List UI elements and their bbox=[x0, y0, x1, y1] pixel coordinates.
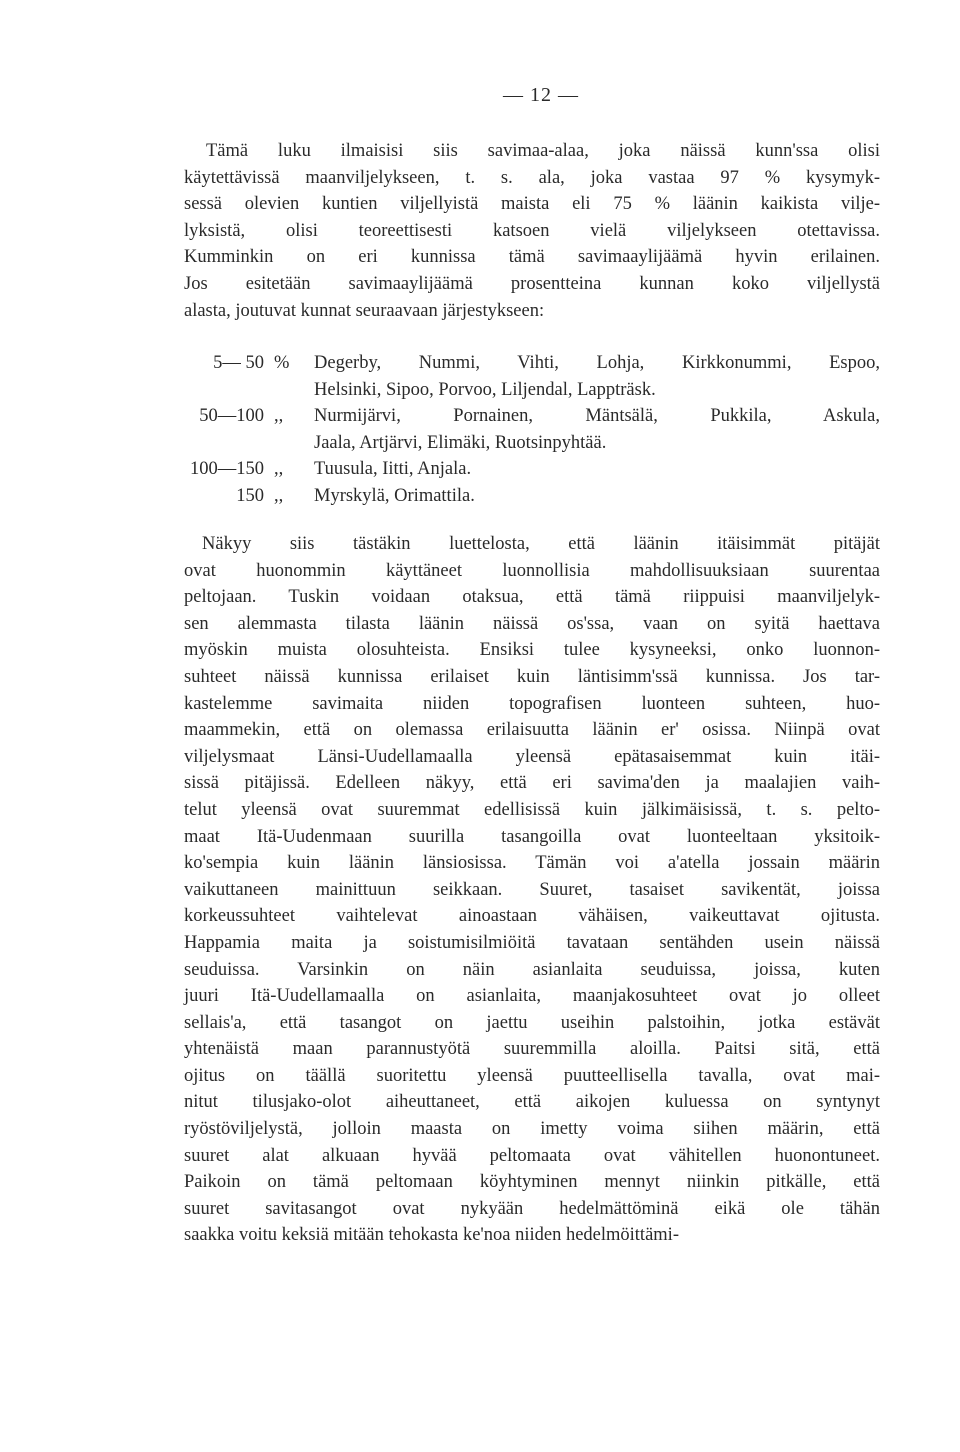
text-line: ovat huonommin käyttäneet luonnollisia mahdollisuuksiaan suurentaa bbox=[184, 560, 880, 581]
municipality-line: Myrskylä, Orimattila. bbox=[314, 485, 475, 506]
text-line: sen alemmasta tilasta läänin näissä os'ssa, vaan on syitä haettava bbox=[184, 613, 880, 634]
percent-range: 50—100 bbox=[199, 406, 264, 427]
text-line: Tämä luku ilmaisisi siis savimaa-alaa, joka näissä kunn'ssa olisi bbox=[206, 141, 880, 161]
municipality-names bbox=[314, 350, 880, 403]
text-line: sellais'a, että tasangot on jaettu useihin palstoihin, jotka estävät bbox=[184, 1012, 880, 1033]
list-item bbox=[184, 403, 884, 456]
municipality-line: Tuusula, Iitti, Anjala. bbox=[314, 459, 472, 480]
text-line: seuduissa. Varsinkin on näin asianlaita seuduissa, joissa, kuten bbox=[184, 959, 880, 980]
text-line: ryöstöviljelystä, jolloin maasta on imetty voima siihen määrin, että bbox=[184, 1119, 880, 1140]
municipality-line: Nurmijärvi, Pornainen, Mäntsälä, Pukkila, Askula, bbox=[314, 406, 880, 427]
list-item bbox=[184, 483, 884, 510]
text-line: suuret savitasangot ovat nykyään hedelmättöminä eikä ole tähän bbox=[184, 1198, 880, 1219]
text-line: Happamia maita ja soistumisilmiöitä tavataan sentähden usein näissä bbox=[184, 932, 880, 953]
municipality-list bbox=[184, 350, 884, 510]
percent-range: 5— 50 bbox=[213, 353, 264, 373]
text-line: Näkyy siis tästäkin luettelosta, että läänin itäisimmät pitäjät bbox=[202, 534, 880, 554]
text-line: yhtenäistä maan parannustyötä suuremmilla aloilla. Paitsi sitä, että bbox=[184, 1039, 880, 1060]
text-line: Jos esitetään savimaaylijäämä prosentteina kunnan koko viljellystä bbox=[184, 273, 880, 294]
text-line: sissä pitäjissä. Edelleen näkyy, että eri savima'den ja maalajien vaih- bbox=[184, 773, 880, 794]
municipality-line: Helsinki, Sipoo, Porvoo, Liljendal, Lappträsk. bbox=[314, 379, 656, 400]
text-line: juuri Itä-Uudellamaalla on asianlaita, maanjakosuhteet ovat jo olleet bbox=[184, 986, 880, 1007]
text-line: lyksistä, olisi teoreettisesti katsoen vielä viljelykseen otettavissa. bbox=[184, 220, 880, 241]
percent-unit: ,, bbox=[274, 406, 284, 427]
text-line: peltojaan. Tuskin voidaan otaksua, että tämä riippuisi maanviljelyk- bbox=[184, 587, 880, 608]
text-line: suuret alat alkuaan hyvää peltomaata ovat vähitellen huonontuneet. bbox=[184, 1145, 880, 1166]
percent-range: 100—150 bbox=[190, 459, 264, 480]
text-line: maat Itä-Uudenmaan suurilla tasangoilla ovat luonteeltaan yksitoik- bbox=[184, 826, 880, 847]
text-line: kastelemme savimaita niiden topografisen luonteen suhteen, huo- bbox=[184, 693, 880, 714]
text-line: telut yleensä ovat suuremmat edellisissä kuin jälkimäisissä, t. s. pelto- bbox=[184, 799, 880, 820]
text-line: ko'sempia kuin läänin länsiosissa. Tämän voi a'atella jossain määrin bbox=[184, 853, 880, 874]
text-line: Paikoin on tämä peltomaan köyhtyminen mennyt niinkin pitkälle, että bbox=[184, 1172, 880, 1193]
text-line: alasta, joutuvat kunnat seuraavaan järjestykseen: bbox=[184, 300, 545, 321]
text-line: vaikuttaneen mainittuun seikkaan. Suuret, tasaiset savikentät, joissa bbox=[184, 879, 880, 900]
paragraph-2 bbox=[184, 531, 880, 1249]
paragraph-1 bbox=[184, 138, 880, 324]
text-line: ojitus on täällä suoritettu yleensä puutteellisella tavalla, ovat mai- bbox=[184, 1065, 880, 1086]
municipality-names bbox=[314, 483, 880, 510]
text-line: myöskin muista olosuhteista. Ensiksi tulee kysyneeksi, onko luonnon- bbox=[184, 640, 880, 661]
text-line: viljelysmaat Länsi-Uudellamaalla yleensä epätasaisemmat kuin itäi- bbox=[184, 746, 880, 767]
percent-range: 150 bbox=[236, 485, 264, 506]
text-line: Kumminkin on eri kunnissa tämä savimaaylijäämä hyvin erilainen. bbox=[184, 247, 880, 268]
text-line: nitut tilusjako-olot aiheuttaneet, että aikojen kuluessa on syntynyt bbox=[184, 1092, 880, 1113]
text-line: korkeussuhteet vaihtelevat ainoastaan vähäisen, vaikeuttavat ojitusta. bbox=[184, 906, 880, 927]
municipality-line: Jaala, Artjärvi, Elimäki, Ruotsinpyhtää. bbox=[314, 432, 607, 453]
text-line: suhteet näissä kunnissa erilaiset kuin läntisimm'ssä kunnissa. Jos tar- bbox=[184, 666, 880, 687]
percent-unit: ,, bbox=[274, 459, 284, 480]
municipality-names bbox=[314, 456, 880, 483]
text-line: käytettävissä maanviljelykseen, t. s. ala, joka vastaa 97 % kysymyk- bbox=[184, 167, 880, 188]
municipality-line: Degerby, Nummi, Vihti, Lohja, Kirkkonummi, Espoo, bbox=[314, 353, 880, 373]
text-line: maammekin, että on olemassa erilaisuutta läänin er' osissa. Niinpä ovat bbox=[184, 720, 880, 741]
page-number: — 12 — bbox=[503, 84, 579, 106]
list-item bbox=[184, 456, 884, 483]
list-item bbox=[184, 350, 884, 403]
percent-unit: % bbox=[274, 353, 290, 373]
municipality-names bbox=[314, 403, 880, 456]
text-line: saakka voitu keksiä mitään tehokasta ke'noa niiden hedelmöittämi- bbox=[184, 1225, 679, 1246]
text-line: sessä olevien kuntien viljellyistä maista eli 75 % läänin kaikista vilje- bbox=[184, 194, 880, 215]
percent-unit: ,, bbox=[274, 485, 284, 506]
